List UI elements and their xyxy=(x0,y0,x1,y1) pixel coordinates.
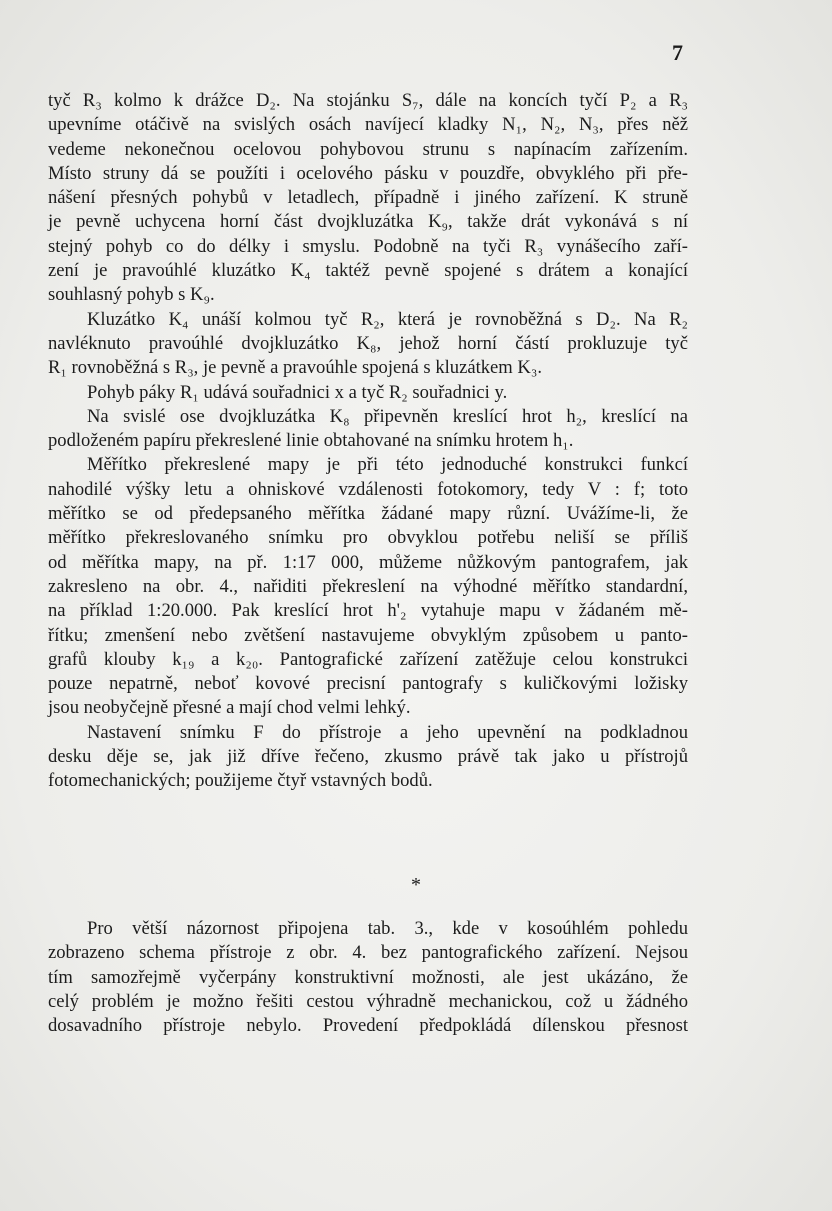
page-number: 7 xyxy=(672,40,683,65)
text-line: od měřítka mapy, na př. 1:17 000, můžeme nůžkovým pantografem, jak xyxy=(48,551,688,573)
text-line: podloženém papíru překreslené linie obtahované na snímku hrotem h₁. xyxy=(48,430,574,452)
text-line: zobrazeno schema přístroje z obr. 4. bez pantografického zařízení. Nejsou xyxy=(48,942,688,964)
text-line: na příklad 1:20.000. Pak kreslící hrot h'₂ vytahuje mapu v žádaném mě- xyxy=(48,600,688,622)
text-line: stejný pohyb co do délky i smyslu. Podobně na tyči R₃ vynášecího zaří- xyxy=(48,235,688,257)
text-line: desku děje se, jak již dříve řečeno, zkusmo právě tak jako u přístrojů xyxy=(48,746,688,768)
body-text-after-separator xyxy=(48,917,688,1038)
text-line: vedeme nekonečnou ocelovou pohybovou strunu s napínacím zařízením. xyxy=(48,138,688,160)
text-line: nahodilé výšky letu a ohniskové vzdálenosti fotokomory, tedy V : f; toto xyxy=(48,478,688,500)
text-line: dosavadního přístroje nebylo. Provedení předpokládá dílenskou přesnost xyxy=(48,1015,688,1037)
text-line: Měřítko překreslené mapy je při této jednoduché konstrukci funkcí xyxy=(87,454,688,476)
section-separator: * xyxy=(411,874,421,896)
text-line: grafů klouby k₁₉ a k₂₀. Pantografické zařízení zatěžuje celou konstrukci xyxy=(48,648,688,670)
text-line: jsou neobyčejně přesné a mají chod velmi lehký. xyxy=(48,697,411,719)
text-line: Místo struny dá se použíti i ocelového pásku v pouzdře, obvyklého při pře- xyxy=(48,162,688,184)
text-line: Nastavení snímku F do přístroje a jeho upevnění na podkladnou xyxy=(87,721,688,743)
text-line: celý problém je možno řešiti cestou výhradně mechanickou, což u žádného xyxy=(48,990,688,1012)
text-line: nášení přesných pohybů v letadlech, případně i jiného zařízení. K struně xyxy=(48,187,688,209)
text-line: řítku; zmenšení nebo zvětšení nastavujeme obvyklým způsobem u panto- xyxy=(48,624,688,646)
text-line: měřítko překreslovaného snímku pro obvyklou potřebu neliší se příliš xyxy=(48,527,688,549)
text-line: pouze nepatrně, neboť kovové precisní pantografy s kuličkovými ložisky xyxy=(48,673,688,695)
text-line: tím samozřejmě vyčerpány konstruktivní možnosti, ale jest ukázáno, že xyxy=(48,966,688,988)
text-line: souhlasný pohyb s K₉. xyxy=(48,284,215,306)
text-line: Kluzátko K₄ unáší kolmou tyč R₂, která je rovnoběžná s D₂. Na R₂ xyxy=(87,308,688,330)
text-line: R₁ rovnoběžná s R₃, je pevně a pravoúhle spojená s kluzátkem K₃. xyxy=(48,357,542,379)
body-text xyxy=(48,89,688,794)
text-line: navléknuto pravoúhlé dvojkluzátko K₈, jehož horní částí prokluzuje tyč xyxy=(48,332,688,354)
text-line: fotomechanických; použijeme čtyř vstavných bodů. xyxy=(48,770,433,792)
text-line: zení je pravoúhlé kluzátko K₄ taktéž pevně spojené s drátem a konající xyxy=(48,260,688,282)
text-line: tyč R₃ kolmo k drážce D₂. Na stojánku S₇, dále na koncích tyčí P₂ a R₃ xyxy=(48,90,688,111)
text-line: Pohyb páky R₁ udává souřadnici x a tyč R₂ souřadnici y. xyxy=(87,381,508,403)
text-line: je pevně uchycena horní část dvojkluzátka K₉, takže drát vykonává s ní xyxy=(48,211,688,233)
text-line: zakresleno na obr. 4., nařiditi překreslení na výhodné měřítko standardní, xyxy=(48,575,688,597)
text-line: měřítko se od předepsaného měřítka žádané mapy různí. Uvážíme-li, že xyxy=(48,503,688,525)
text-line: Na svislé ose dvojkluzátka K₈ připevněn kreslící hrot h₂, kreslící na xyxy=(87,405,688,427)
text-line: Pro větší názornost připojena tab. 3., kde v kosoúhlém pohledu xyxy=(87,918,688,939)
text-line: upevníme otáčivě na svislých osách navíjecí kladky N₁, N₂, N₃, přes něž xyxy=(48,114,688,136)
